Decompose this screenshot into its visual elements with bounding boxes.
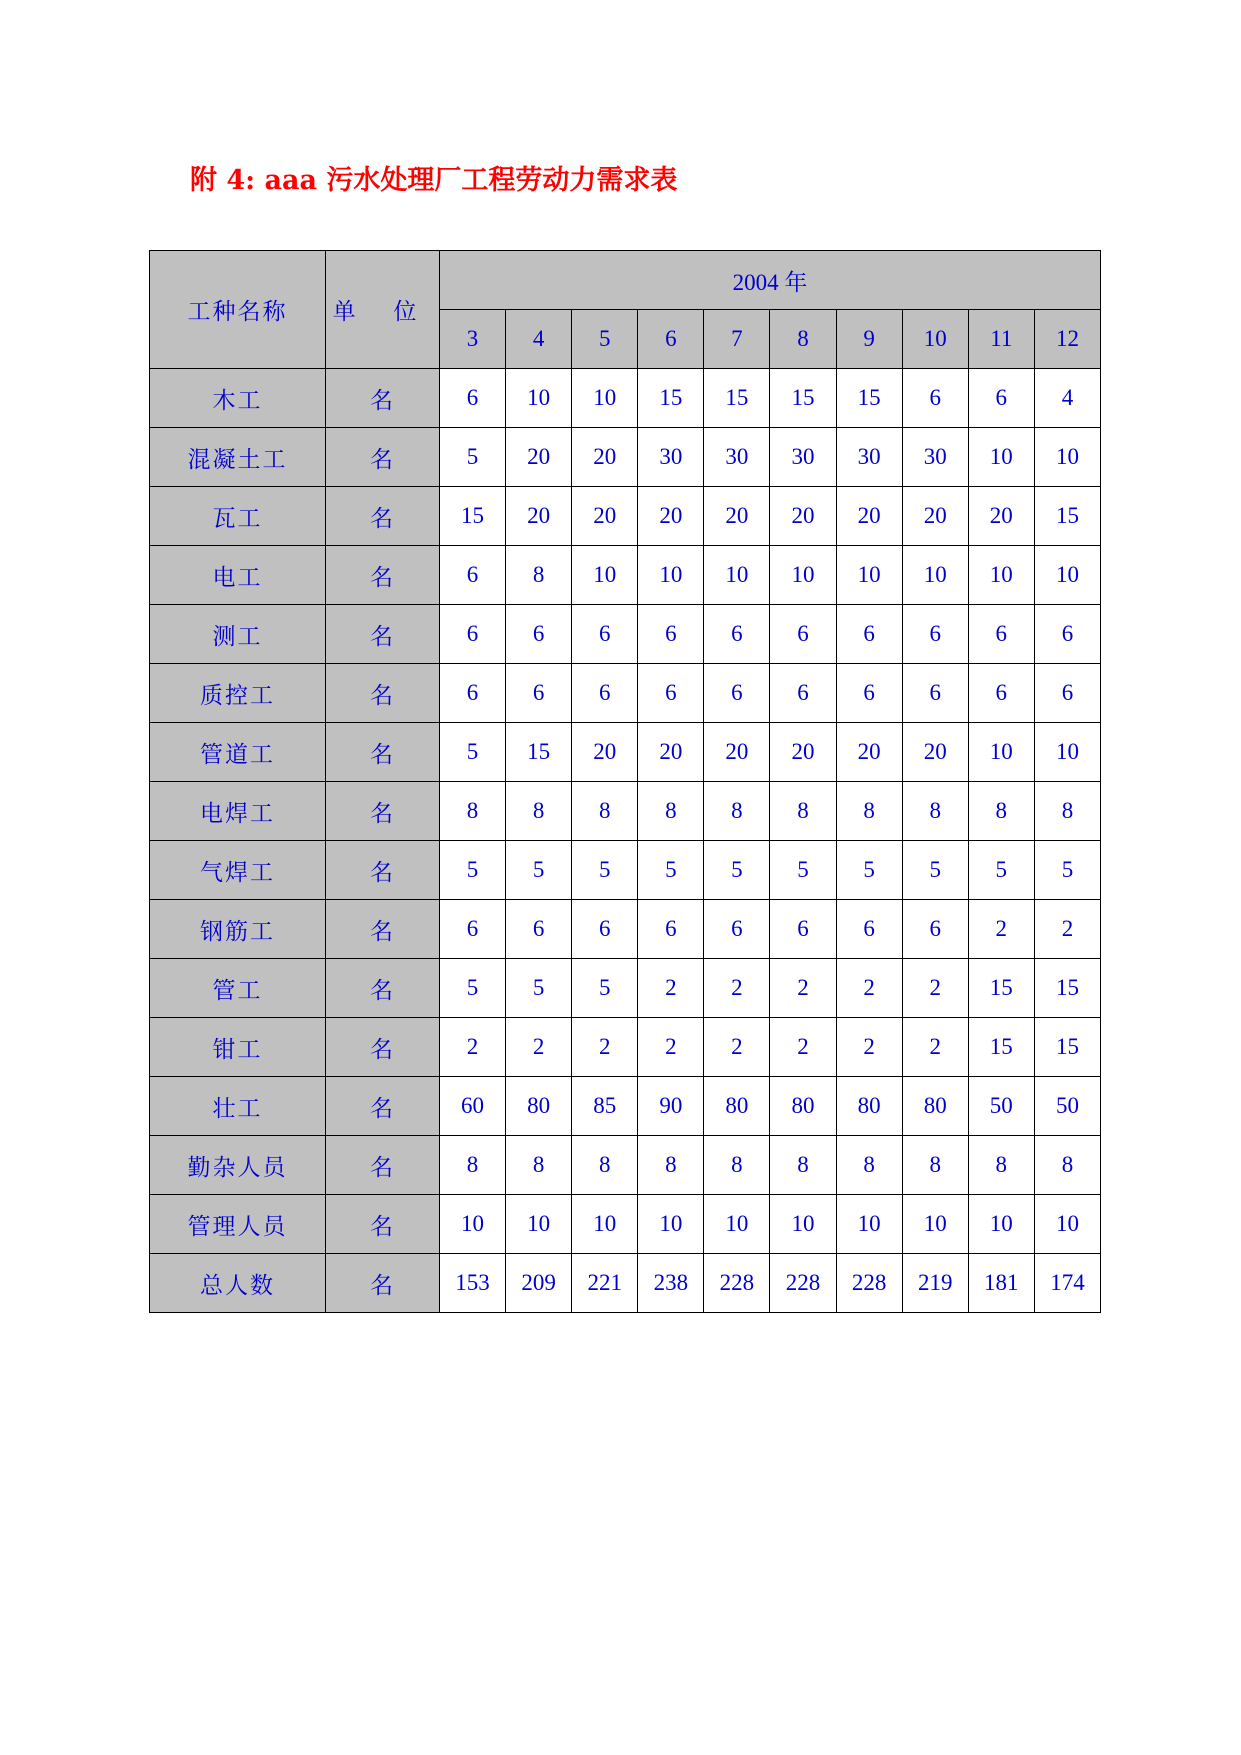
value-cell: 5: [440, 959, 506, 1018]
value-cell: 2: [1034, 900, 1100, 959]
table-body: [150, 369, 1101, 1313]
value-cell: 2: [572, 1018, 638, 1077]
trade-name-cell: 管道工: [150, 723, 326, 782]
value-cell: 90: [638, 1077, 704, 1136]
value-cell: 5: [770, 841, 836, 900]
value-cell: 2: [638, 1018, 704, 1077]
value-cell: 10: [572, 369, 638, 428]
value-cell: 6: [506, 605, 572, 664]
value-cell: 8: [1034, 1136, 1100, 1195]
value-cell: 20: [572, 487, 638, 546]
value-cell: 10: [506, 369, 572, 428]
value-cell: 8: [1034, 782, 1100, 841]
value-cell: 2: [770, 959, 836, 1018]
table-row: [150, 1136, 1101, 1195]
value-cell: 6: [440, 900, 506, 959]
value-cell: 6: [704, 664, 770, 723]
value-cell: 228: [836, 1254, 902, 1313]
value-cell: 2: [902, 959, 968, 1018]
unit-cell: 名: [326, 1136, 440, 1195]
value-cell: 2: [440, 1018, 506, 1077]
value-cell: 10: [704, 1195, 770, 1254]
trade-name-cell: 管工: [150, 959, 326, 1018]
value-cell: 6: [638, 605, 704, 664]
month-header-cell: 7: [704, 310, 770, 369]
table-row: [150, 487, 1101, 546]
value-cell: 10: [968, 428, 1034, 487]
value-cell: 5: [638, 841, 704, 900]
table-row: [150, 1018, 1101, 1077]
value-cell: 20: [770, 487, 836, 546]
table-row: [150, 664, 1101, 723]
value-cell: 221: [572, 1254, 638, 1313]
value-cell: 8: [506, 1136, 572, 1195]
value-cell: 6: [506, 900, 572, 959]
value-cell: 50: [1034, 1077, 1100, 1136]
table-row: [150, 841, 1101, 900]
value-cell: 80: [902, 1077, 968, 1136]
value-cell: 15: [638, 369, 704, 428]
value-cell: 6: [968, 605, 1034, 664]
value-cell: 20: [704, 487, 770, 546]
page-title: 附 4: aaa 污水处理厂工程劳动力需求表: [190, 165, 678, 196]
trade-name-cell: 混凝土工: [150, 428, 326, 487]
value-cell: 20: [704, 723, 770, 782]
value-cell: 6: [440, 546, 506, 605]
unit-cell: 名: [326, 664, 440, 723]
value-cell: 15: [1034, 487, 1100, 546]
value-cell: 153: [440, 1254, 506, 1313]
value-cell: 20: [638, 723, 704, 782]
value-cell: 5: [440, 723, 506, 782]
unit-cell: 名: [326, 1195, 440, 1254]
month-header-cell: 6: [638, 310, 704, 369]
value-cell: 8: [638, 1136, 704, 1195]
value-cell: 15: [1034, 1018, 1100, 1077]
value-cell: 6: [836, 605, 902, 664]
value-cell: 10: [1034, 546, 1100, 605]
table-row: [150, 369, 1101, 428]
unit-cell: 名: [326, 428, 440, 487]
value-cell: 10: [572, 546, 638, 605]
trade-name-cell: 钢筋工: [150, 900, 326, 959]
table-row: [150, 1195, 1101, 1254]
month-header-cell: 3: [440, 310, 506, 369]
value-cell: 6: [902, 369, 968, 428]
value-cell: 8: [572, 1136, 638, 1195]
unit-cell: 名: [326, 546, 440, 605]
value-cell: 181: [968, 1254, 1034, 1313]
value-cell: 8: [770, 1136, 836, 1195]
value-cell: 2: [968, 900, 1034, 959]
value-cell: 6: [440, 369, 506, 428]
value-cell: 2: [836, 1018, 902, 1077]
value-cell: 5: [506, 959, 572, 1018]
trade-name-cell: 总人数: [150, 1254, 326, 1313]
table-row: [150, 605, 1101, 664]
value-cell: 6: [572, 605, 638, 664]
unit-cell: 名: [326, 1018, 440, 1077]
value-cell: 5: [836, 841, 902, 900]
value-cell: 2: [770, 1018, 836, 1077]
value-cell: 5: [440, 428, 506, 487]
value-cell: 10: [770, 1195, 836, 1254]
value-cell: 6: [770, 605, 836, 664]
value-cell: 6: [770, 900, 836, 959]
value-cell: 8: [506, 546, 572, 605]
value-cell: 5: [902, 841, 968, 900]
unit-cell: 名: [326, 841, 440, 900]
labor-demand-table: [149, 250, 1101, 1313]
value-cell: 30: [638, 428, 704, 487]
value-cell: 15: [506, 723, 572, 782]
value-cell: 6: [770, 664, 836, 723]
value-cell: 20: [836, 723, 902, 782]
value-cell: 8: [770, 782, 836, 841]
value-cell: 4: [1034, 369, 1100, 428]
value-cell: 15: [704, 369, 770, 428]
unit-cell: 名: [326, 605, 440, 664]
value-cell: 5: [1034, 841, 1100, 900]
value-cell: 10: [902, 546, 968, 605]
trade-name-cell: 质控工: [150, 664, 326, 723]
value-cell: 85: [572, 1077, 638, 1136]
value-cell: 5: [440, 841, 506, 900]
month-header-cell: 10: [902, 310, 968, 369]
value-cell: 50: [968, 1077, 1034, 1136]
value-cell: 6: [968, 664, 1034, 723]
value-cell: 228: [704, 1254, 770, 1313]
value-cell: 10: [968, 546, 1034, 605]
unit-cell: 名: [326, 369, 440, 428]
value-cell: 8: [902, 782, 968, 841]
value-cell: 6: [836, 664, 902, 723]
value-cell: 6: [836, 900, 902, 959]
value-cell: 20: [506, 487, 572, 546]
value-cell: 6: [1034, 664, 1100, 723]
value-cell: 8: [836, 782, 902, 841]
value-cell: 10: [572, 1195, 638, 1254]
value-cell: 60: [440, 1077, 506, 1136]
value-cell: 10: [836, 1195, 902, 1254]
trade-name-cell: 钳工: [150, 1018, 326, 1077]
unit-cell: 名: [326, 959, 440, 1018]
header-trade-name: 工种名称: [150, 251, 326, 369]
table-row: [150, 782, 1101, 841]
value-cell: 10: [902, 1195, 968, 1254]
value-cell: 80: [770, 1077, 836, 1136]
value-cell: 8: [572, 782, 638, 841]
value-cell: 10: [1034, 1195, 1100, 1254]
value-cell: 30: [836, 428, 902, 487]
value-cell: 10: [770, 546, 836, 605]
value-cell: 219: [902, 1254, 968, 1313]
value-cell: 6: [638, 664, 704, 723]
unit-cell: 名: [326, 782, 440, 841]
value-cell: 6: [968, 369, 1034, 428]
value-cell: 2: [638, 959, 704, 1018]
month-header-cell: 11: [968, 310, 1034, 369]
value-cell: 5: [968, 841, 1034, 900]
month-header-cell: 5: [572, 310, 638, 369]
value-cell: 6: [902, 664, 968, 723]
trade-name-cell: 电工: [150, 546, 326, 605]
value-cell: 228: [770, 1254, 836, 1313]
value-cell: 238: [638, 1254, 704, 1313]
value-cell: 10: [968, 723, 1034, 782]
value-cell: 8: [968, 782, 1034, 841]
value-cell: 8: [704, 782, 770, 841]
value-cell: 80: [836, 1077, 902, 1136]
value-cell: 8: [902, 1136, 968, 1195]
value-cell: 20: [572, 428, 638, 487]
value-cell: 80: [506, 1077, 572, 1136]
value-cell: 15: [1034, 959, 1100, 1018]
header-year: 2004 年: [440, 251, 1101, 310]
month-header-cell: 12: [1034, 310, 1100, 369]
trade-name-cell: 瓦工: [150, 487, 326, 546]
value-cell: 10: [1034, 723, 1100, 782]
unit-cell: 名: [326, 1254, 440, 1313]
table-row: [150, 428, 1101, 487]
trade-name-cell: 木工: [150, 369, 326, 428]
month-header-cell: 4: [506, 310, 572, 369]
table-row: [150, 959, 1101, 1018]
value-cell: 20: [638, 487, 704, 546]
value-cell: 2: [506, 1018, 572, 1077]
value-cell: 8: [968, 1136, 1034, 1195]
unit-cell: 名: [326, 900, 440, 959]
value-cell: 6: [572, 900, 638, 959]
value-cell: 10: [968, 1195, 1034, 1254]
value-cell: 8: [704, 1136, 770, 1195]
value-cell: 5: [572, 959, 638, 1018]
value-cell: 10: [638, 546, 704, 605]
value-cell: 10: [704, 546, 770, 605]
table-row: [150, 1077, 1101, 1136]
value-cell: 6: [440, 605, 506, 664]
unit-cell: 名: [326, 1077, 440, 1136]
value-cell: 6: [704, 900, 770, 959]
trade-name-cell: 管理人员: [150, 1195, 326, 1254]
unit-cell: 名: [326, 487, 440, 546]
trade-name-cell: 测工: [150, 605, 326, 664]
value-cell: 6: [440, 664, 506, 723]
value-cell: 5: [506, 841, 572, 900]
value-cell: 20: [902, 723, 968, 782]
value-cell: 30: [770, 428, 836, 487]
value-cell: 20: [572, 723, 638, 782]
value-cell: 8: [506, 782, 572, 841]
value-cell: 8: [440, 1136, 506, 1195]
value-cell: 80: [704, 1077, 770, 1136]
value-cell: 20: [770, 723, 836, 782]
value-cell: 10: [506, 1195, 572, 1254]
table-row: [150, 723, 1101, 782]
value-cell: 15: [968, 959, 1034, 1018]
value-cell: 2: [704, 959, 770, 1018]
value-cell: 6: [572, 664, 638, 723]
table-row: [150, 1254, 1101, 1313]
value-cell: 2: [836, 959, 902, 1018]
value-cell: 10: [836, 546, 902, 605]
value-cell: 15: [968, 1018, 1034, 1077]
value-cell: 8: [638, 782, 704, 841]
value-cell: 10: [440, 1195, 506, 1254]
value-cell: 20: [506, 428, 572, 487]
month-header-cell: 8: [770, 310, 836, 369]
trade-name-cell: 勤杂人员: [150, 1136, 326, 1195]
value-cell: 5: [704, 841, 770, 900]
value-cell: 8: [836, 1136, 902, 1195]
value-cell: 30: [704, 428, 770, 487]
value-cell: 15: [770, 369, 836, 428]
trade-name-cell: 气焊工: [150, 841, 326, 900]
value-cell: 30: [902, 428, 968, 487]
value-cell: 20: [902, 487, 968, 546]
value-cell: 20: [968, 487, 1034, 546]
trade-name-cell: 壮工: [150, 1077, 326, 1136]
table-row: [150, 900, 1101, 959]
value-cell: 10: [638, 1195, 704, 1254]
value-cell: 2: [902, 1018, 968, 1077]
value-cell: 6: [902, 605, 968, 664]
value-cell: 6: [902, 900, 968, 959]
value-cell: 6: [638, 900, 704, 959]
value-cell: 174: [1034, 1254, 1100, 1313]
header-unit: 单 位: [326, 251, 440, 369]
value-cell: 8: [440, 782, 506, 841]
month-header-cell: 9: [836, 310, 902, 369]
value-cell: 10: [1034, 428, 1100, 487]
value-cell: 209: [506, 1254, 572, 1313]
value-cell: 6: [506, 664, 572, 723]
value-cell: 6: [1034, 605, 1100, 664]
value-cell: 15: [836, 369, 902, 428]
value-cell: 6: [704, 605, 770, 664]
trade-name-cell: 电焊工: [150, 782, 326, 841]
value-cell: 5: [572, 841, 638, 900]
value-cell: 2: [704, 1018, 770, 1077]
value-cell: 15: [440, 487, 506, 546]
unit-cell: 名: [326, 723, 440, 782]
table-row: [150, 546, 1101, 605]
value-cell: 20: [836, 487, 902, 546]
